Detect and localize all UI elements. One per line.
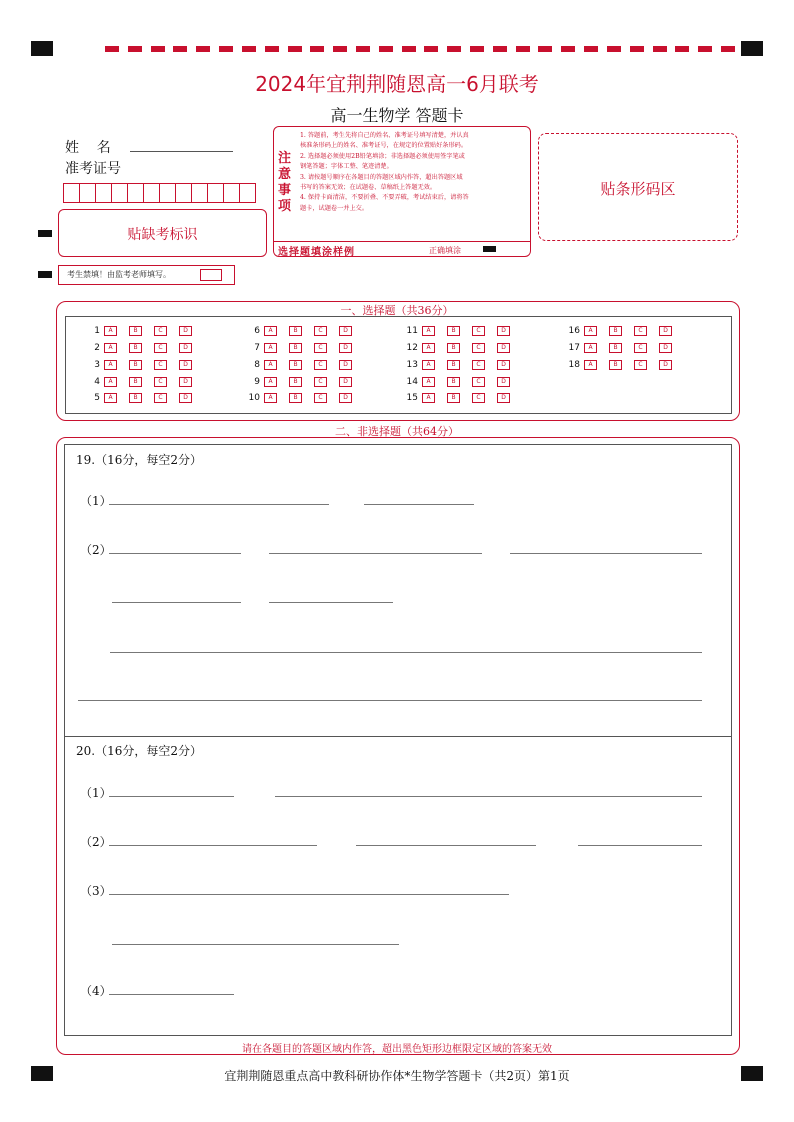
timing-dash xyxy=(675,46,689,52)
mc-question-number: 13 xyxy=(406,360,418,370)
notice-list xyxy=(300,131,526,214)
notice-item: 钢笔答题；字体工整、笔迹清楚。 xyxy=(300,163,393,171)
timing-dash xyxy=(379,46,393,52)
mc-option-bubble[interactable]: B xyxy=(447,393,460,403)
notice-item: 4. 保持卡面清洁，不要折叠、不要弄破，考试结束后，请将答 xyxy=(300,194,469,202)
question-divider xyxy=(64,736,731,737)
timing-dash xyxy=(584,46,598,52)
mc-option-bubble[interactable]: B xyxy=(129,393,142,403)
absent-sticker-area xyxy=(58,209,267,257)
mc-question xyxy=(564,326,684,336)
mc-option-bubble[interactable]: A xyxy=(104,343,117,353)
notice-box xyxy=(273,126,531,257)
timing-dash xyxy=(561,46,575,52)
id-digit-box[interactable] xyxy=(143,183,159,203)
answer-line[interactable] xyxy=(578,845,702,846)
corner-marker-top-left xyxy=(31,41,53,56)
mc-question xyxy=(402,360,522,370)
mc-option-bubble[interactable]: B xyxy=(129,360,142,370)
mc-option-bubble[interactable]: A xyxy=(264,343,277,353)
q20-part2-label: （2） xyxy=(80,835,112,849)
mc-question-number: 16 xyxy=(568,326,580,336)
mc-option-bubble[interactable]: D xyxy=(339,343,352,353)
notice-item: 2. 选择题必须使用2B铅笔填涂；非选择题必须使用签字笔或 xyxy=(300,152,465,160)
timing-dash xyxy=(402,46,416,52)
mc-question-number: 9 xyxy=(254,377,260,387)
id-digit-box[interactable] xyxy=(159,183,175,203)
mc-question xyxy=(244,343,364,353)
id-digit-box[interactable] xyxy=(175,183,191,203)
mc-option-bubble[interactable]: C xyxy=(314,343,327,353)
mc-question xyxy=(84,377,204,387)
id-digit-box[interactable] xyxy=(95,183,111,203)
mc-option-bubble[interactable]: D xyxy=(497,377,510,387)
mc-option-bubble[interactable]: C xyxy=(634,326,647,336)
mc-question xyxy=(402,343,522,353)
mc-option-bubble[interactable]: A xyxy=(104,393,117,403)
mc-question xyxy=(402,326,522,336)
correct-fill-sample xyxy=(483,246,496,252)
mc-option-bubble[interactable]: A xyxy=(104,360,117,370)
id-digit-box[interactable] xyxy=(63,183,79,203)
q19-title: 19.（16分，每空2分） xyxy=(76,453,202,467)
id-digit-box[interactable] xyxy=(239,183,256,203)
answer-line[interactable] xyxy=(109,504,329,505)
mc-question xyxy=(402,377,522,387)
q20-title: 20.（16分，每空2分） xyxy=(76,744,202,758)
mc-option-bubble[interactable]: D xyxy=(497,393,510,403)
timing-dash xyxy=(265,46,279,52)
answer-line[interactable] xyxy=(110,652,702,653)
mc-option-bubble[interactable]: B xyxy=(447,377,460,387)
mc-option-bubble[interactable]: A xyxy=(584,343,597,353)
timing-dash xyxy=(516,46,530,52)
barcode-area xyxy=(538,133,738,241)
timing-dash xyxy=(356,46,370,52)
answer-line[interactable] xyxy=(112,944,399,945)
notice-item: 题卡，试题卷一并上交。 xyxy=(300,204,369,212)
mc-option-bubble[interactable]: D xyxy=(339,326,352,336)
mc-option-bubble[interactable]: A xyxy=(422,326,435,336)
side-marker xyxy=(38,230,52,237)
mc-option-bubble[interactable]: D xyxy=(659,360,672,370)
mc-option-bubble[interactable]: B xyxy=(289,393,302,403)
answer-line[interactable] xyxy=(112,602,241,603)
mc-question-number: 12 xyxy=(406,343,418,353)
timing-dash xyxy=(470,46,484,52)
mc-option-bubble[interactable]: D xyxy=(179,393,192,403)
id-digit-box[interactable] xyxy=(111,183,127,203)
mc-option-bubble[interactable]: A xyxy=(422,393,435,403)
mc-question xyxy=(564,343,684,353)
mc-option-bubble[interactable]: A xyxy=(422,377,435,387)
timing-dash xyxy=(310,46,324,52)
id-digit-box[interactable] xyxy=(223,183,239,203)
mc-question xyxy=(244,360,364,370)
mc-option-bubble[interactable]: B xyxy=(609,343,622,353)
mc-question-number: 6 xyxy=(254,326,260,336)
mc-option-bubble[interactable]: D xyxy=(179,377,192,387)
timing-dash xyxy=(607,46,621,52)
mc-section-heading: 一、选择题（共36分） xyxy=(340,304,454,317)
mc-option-bubble[interactable]: A xyxy=(584,326,597,336)
id-number-grid[interactable] xyxy=(63,183,256,203)
absent-label: 贴缺考标识 xyxy=(127,227,198,243)
mc-question-number: 2 xyxy=(94,343,100,353)
mc-question-number: 4 xyxy=(94,377,100,387)
divider xyxy=(274,241,530,242)
mc-option-bubble[interactable]: B xyxy=(129,377,142,387)
mc-option-bubble[interactable]: C xyxy=(472,377,485,387)
mc-question-number: 8 xyxy=(254,360,260,370)
mc-question xyxy=(84,393,204,403)
mc-option-bubble[interactable]: C xyxy=(154,377,167,387)
mc-option-bubble[interactable]: B xyxy=(289,377,302,387)
mc-question-number: 14 xyxy=(406,377,418,387)
answer-line[interactable] xyxy=(356,845,536,846)
mc-option-bubble[interactable]: D xyxy=(339,393,352,403)
mc-option-bubble[interactable]: B xyxy=(609,326,622,336)
answer-line[interactable] xyxy=(109,994,234,995)
mc-question-number: 17 xyxy=(568,343,580,353)
mc-option-bubble[interactable]: D xyxy=(339,360,352,370)
mc-option-bubble[interactable]: A xyxy=(584,360,597,370)
mc-question-number: 10 xyxy=(248,393,260,403)
mc-option-bubble[interactable]: A xyxy=(264,393,277,403)
timing-dash xyxy=(173,46,187,52)
mc-question xyxy=(564,360,684,370)
mc-option-bubble[interactable]: C xyxy=(154,360,167,370)
mc-option-bubble[interactable]: C xyxy=(634,360,647,370)
correct-fill-label: 正确填涂 xyxy=(429,246,461,255)
timing-dash xyxy=(219,46,233,52)
timing-dash xyxy=(128,46,142,52)
mc-question xyxy=(244,377,364,387)
mc-option-bubble[interactable]: B xyxy=(289,343,302,353)
answer-line[interactable] xyxy=(269,553,482,554)
notice-item: 核准条形码上的姓名、准考证号，在规定的位置贴好条形码。 xyxy=(300,142,468,150)
mc-option-bubble[interactable]: C xyxy=(314,377,327,387)
mc-option-bubble[interactable]: A xyxy=(264,326,277,336)
mc-option-bubble[interactable]: C xyxy=(314,326,327,336)
mc-option-bubble[interactable]: C xyxy=(314,360,327,370)
mc-question xyxy=(84,360,204,370)
mc-question-number: 15 xyxy=(406,393,418,403)
mc-option-bubble[interactable]: C xyxy=(314,393,327,403)
timing-dash xyxy=(653,46,667,52)
mc-option-bubble[interactable]: B xyxy=(609,360,622,370)
mc-option-bubble[interactable]: D xyxy=(179,326,192,336)
mc-option-bubble[interactable]: D xyxy=(497,326,510,336)
mc-question xyxy=(402,393,522,403)
corner-marker-top-right xyxy=(741,41,763,56)
answer-line[interactable] xyxy=(109,553,241,554)
mc-option-bubble[interactable]: D xyxy=(497,360,510,370)
mc-option-bubble[interactable]: C xyxy=(154,393,167,403)
id-digit-box[interactable] xyxy=(127,183,143,203)
mc-option-bubble[interactable]: C xyxy=(154,343,167,353)
nonmc-answer-area xyxy=(64,444,732,1036)
mc-option-bubble[interactable]: B xyxy=(447,360,460,370)
timing-dash xyxy=(196,46,210,52)
timing-dash-row xyxy=(105,46,735,52)
q20-part4-label: （4） xyxy=(80,984,112,998)
q19-part2-label: （2） xyxy=(80,543,112,557)
proctor-checkbox[interactable] xyxy=(200,269,222,281)
notice-item: 3. 请按题号顺序在各题目的答题区域内作答，超出答题区域 xyxy=(300,173,463,181)
proctor-note: 考生禁填！由监考老师填写。 xyxy=(67,270,171,279)
mc-question xyxy=(84,343,204,353)
answer-area-warning: 请在各题目的答题区域内作答，超出黑色矩形边框限定区域的答案无效 xyxy=(242,1044,552,1055)
mc-option-bubble[interactable]: B xyxy=(447,326,460,336)
id-digit-box[interactable] xyxy=(79,183,95,203)
proctor-field xyxy=(58,265,235,285)
id-digit-box[interactable] xyxy=(191,183,207,203)
mc-question xyxy=(84,326,204,336)
nonmc-section-heading: 二、非选择题（共64分） xyxy=(335,425,459,438)
timing-dash xyxy=(105,46,119,52)
mc-question-number: 11 xyxy=(406,326,418,336)
mc-option-bubble[interactable]: C xyxy=(472,326,485,336)
answer-line[interactable] xyxy=(78,700,702,701)
timing-dash xyxy=(698,46,712,52)
card-subtitle: 高一生物学 答题卡 xyxy=(330,106,464,125)
mc-option-bubble[interactable]: A xyxy=(264,377,277,387)
timing-dash xyxy=(288,46,302,52)
mc-option-bubble[interactable]: B xyxy=(129,326,142,336)
mc-question-number: 7 xyxy=(254,343,260,353)
name-field[interactable] xyxy=(130,151,233,152)
mc-option-bubble[interactable]: C xyxy=(472,360,485,370)
mc-question-number: 5 xyxy=(94,393,100,403)
mc-option-bubble[interactable]: D xyxy=(659,326,672,336)
page-footer: 宜荆荆随恩重点高中教科研协作体*生物学答题卡（共2页）第1页 xyxy=(224,1069,570,1083)
answer-line[interactable] xyxy=(364,504,474,505)
answer-line[interactable] xyxy=(269,602,393,603)
notice-item: 书写的答案无效；在试题卷、草稿纸上答题无效。 xyxy=(300,184,437,192)
mc-option-bubble[interactable]: D xyxy=(179,360,192,370)
mc-option-bubble[interactable]: C xyxy=(154,326,167,336)
notice-item: 1. 答题前，考生先将自己的姓名、准考证号填写清楚，并认真 xyxy=(300,132,469,139)
id-label: 准考证号 xyxy=(65,161,121,177)
timing-dash xyxy=(538,46,552,52)
mc-question-number: 18 xyxy=(568,360,580,370)
timing-dash xyxy=(424,46,438,52)
mc-option-bubble[interactable]: D xyxy=(179,343,192,353)
answer-line[interactable] xyxy=(109,796,234,797)
mc-question-number: 1 xyxy=(94,326,100,336)
mc-option-bubble[interactable]: C xyxy=(472,343,485,353)
mc-option-bubble[interactable]: D xyxy=(339,377,352,387)
mc-question xyxy=(244,326,364,336)
timing-dash xyxy=(242,46,256,52)
timing-dash xyxy=(721,46,735,52)
name-label: 姓 名 xyxy=(65,140,111,156)
q20-part3-label: （3） xyxy=(80,884,112,898)
mc-option-bubble[interactable]: B xyxy=(129,343,142,353)
timing-dash xyxy=(447,46,461,52)
mc-option-bubble[interactable]: C xyxy=(472,393,485,403)
timing-dash xyxy=(630,46,644,52)
answer-line[interactable] xyxy=(109,894,509,895)
mc-option-bubble[interactable]: C xyxy=(634,343,647,353)
mc-option-bubble[interactable]: B xyxy=(289,360,302,370)
mc-option-bubble[interactable]: A xyxy=(104,326,117,336)
mc-question-number: 3 xyxy=(94,360,100,370)
mc-option-bubble[interactable]: A xyxy=(264,360,277,370)
mc-option-bubble[interactable]: D xyxy=(497,343,510,353)
side-marker xyxy=(38,271,52,278)
mc-option-bubble[interactable]: B xyxy=(447,343,460,353)
answer-line[interactable] xyxy=(275,796,702,797)
mc-option-bubble[interactable]: D xyxy=(659,343,672,353)
fill-example-label: 选择题填涂样例 xyxy=(278,247,355,258)
timing-dash xyxy=(493,46,507,52)
timing-dash xyxy=(333,46,347,52)
notice-heading: 注意事项 xyxy=(278,151,292,214)
id-digit-box[interactable] xyxy=(207,183,223,203)
answer-line[interactable] xyxy=(510,553,702,554)
timing-dash xyxy=(151,46,165,52)
mc-option-bubble[interactable]: A xyxy=(104,377,117,387)
q20-part1-label: （1） xyxy=(80,786,112,800)
mc-question xyxy=(244,393,364,403)
mc-option-bubble[interactable]: A xyxy=(422,343,435,353)
q19-part1-label: （1） xyxy=(80,494,112,508)
barcode-label: 贴条形码区 xyxy=(600,180,676,198)
mc-option-bubble[interactable]: A xyxy=(422,360,435,370)
mc-option-bubble[interactable]: B xyxy=(289,326,302,336)
answer-line[interactable] xyxy=(109,845,317,846)
exam-title: 2024年宜荆荆随恩高一6月联考 xyxy=(255,72,539,96)
